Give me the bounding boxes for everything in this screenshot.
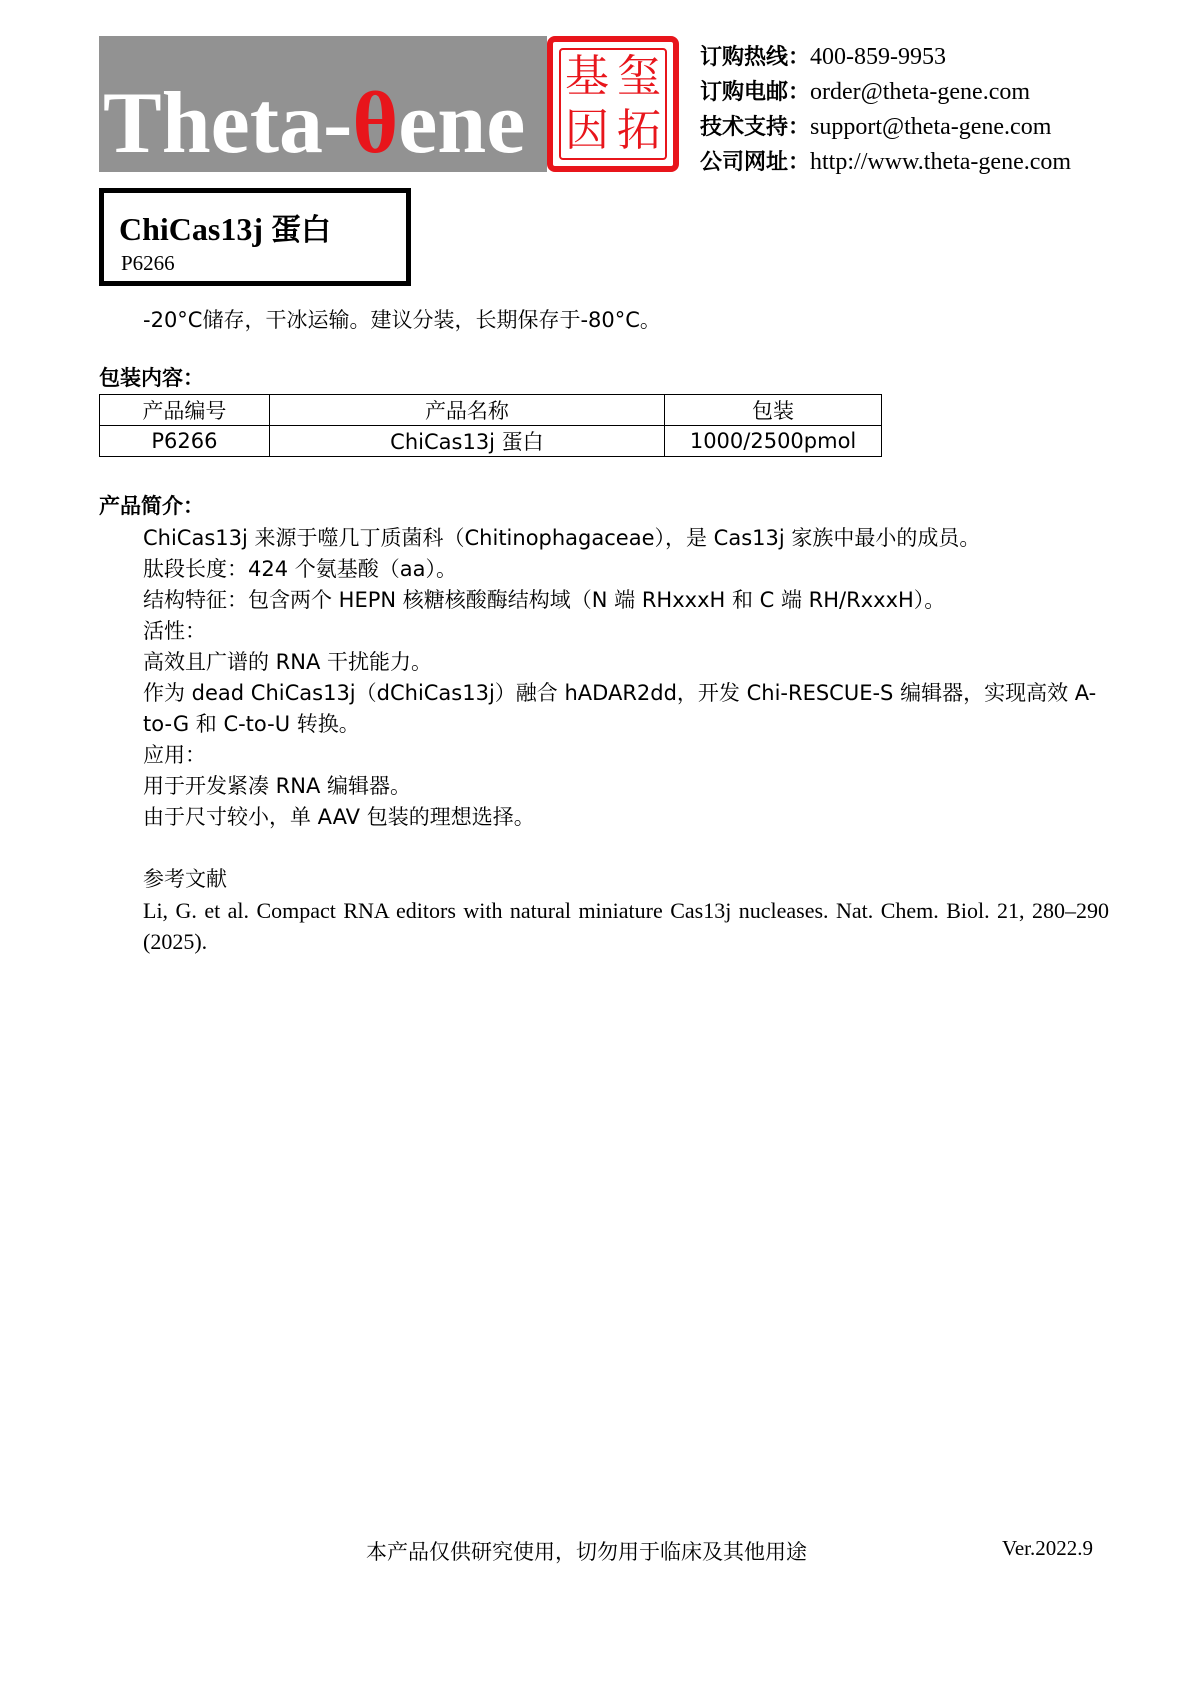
table-header-row: [100, 395, 882, 426]
table-cell: 1000/2500pmol: [665, 426, 882, 457]
contact-support-email-link[interactable]: support@theta-gene.com: [810, 114, 1052, 140]
contact-website-link[interactable]: http://www.theta-gene.com: [810, 149, 1072, 175]
intro-body: [143, 523, 1109, 957]
product-code: P6266: [121, 251, 175, 275]
storage-info: -20°C储存，干冰运输。建议分装，长期保存于-80°C。: [143, 308, 661, 332]
seal-character: 因: [565, 105, 609, 156]
package-table: [99, 394, 882, 457]
logo-theta-symbol: θ: [352, 75, 399, 172]
table-cell: P6266: [100, 426, 270, 457]
table-header-cell: 包装: [665, 395, 882, 426]
table-row: [100, 426, 882, 457]
reference-citation: Li, G. et al. Compact RNA editors with natural miniature Cas13j nucleases. Nat. Chem. Biol. 21, 280–290 (2025).: [143, 898, 1109, 954]
footer-disclaimer: 本产品仅供研究使用，切勿用于临床及其他用途: [366, 1540, 807, 1564]
contact-phone-label: 订购热线：: [700, 45, 811, 70]
seal-character: 玺: [617, 51, 661, 102]
contact-phone-value: 400-859-9953: [810, 44, 946, 70]
contact-order-email-link[interactable]: order@theta-gene.com: [810, 79, 1031, 105]
company-seal: [547, 36, 679, 172]
contact-info: [700, 40, 1120, 180]
intro-line: 作为 dead ChiCas13j（dChiCas13j）融合 hADAR2dd，开发 Chi-RESCUE-S 编辑器，实现高效 A-to-G 和 C-to-U 转换。: [143, 681, 1097, 736]
table-header-cell: 产品编号: [100, 395, 270, 426]
intro-line: 高效且广谱的 RNA 干扰能力。: [143, 650, 433, 674]
footer-version: Ver.2022.9: [1002, 1536, 1093, 1560]
intro-heading: 产品简介：: [99, 494, 204, 518]
logo-wordmark: Theta-θene: [103, 75, 526, 172]
intro-line: 结构特征：包含两个 HEPN 核糖核酸酶结构域（N 端 RHxxxH 和 C 端 RH/RxxxH）。: [143, 588, 946, 612]
intro-line: 活性：: [143, 619, 206, 643]
contact-order-email-label: 订购电邮：: [700, 80, 811, 105]
seal-character: 拓: [617, 105, 661, 156]
product-name-cn: 蛋白: [271, 213, 332, 248]
contact-order-email: [700, 75, 1120, 110]
table-header-cell: 产品名称: [269, 395, 664, 426]
reference-heading: 参考文献: [143, 867, 227, 891]
intro-line: 应用：: [143, 743, 206, 767]
contact-support-email-label: 技术支持：: [700, 115, 811, 140]
contact-website: [700, 145, 1120, 180]
intro-line: ChiCas13j 来源于噬几丁质菌科（Chitinophagaceae），是 Cas13j 家族中最小的成员。: [143, 526, 981, 550]
product-title-box: [99, 188, 411, 286]
package-heading: 包装内容：: [99, 366, 204, 390]
intro-line: 用于开发紧凑 RNA 编辑器。: [143, 774, 412, 798]
table-cell: ChiCas13j 蛋白: [269, 426, 664, 457]
product-title: [119, 205, 331, 249]
seal-character: 基: [565, 51, 609, 102]
product-name-en: ChiCas13j: [119, 211, 264, 247]
contact-website-label: 公司网址：: [700, 150, 811, 175]
intro-line: 由于尺寸较小，单 AAV 包装的理想选择。: [143, 805, 535, 829]
contact-support-email: [700, 110, 1120, 145]
contact-phone: [700, 40, 1120, 75]
company-logo: [99, 36, 547, 172]
intro-line: 肽段长度：424 个氨基酸（aa）。: [143, 557, 457, 581]
